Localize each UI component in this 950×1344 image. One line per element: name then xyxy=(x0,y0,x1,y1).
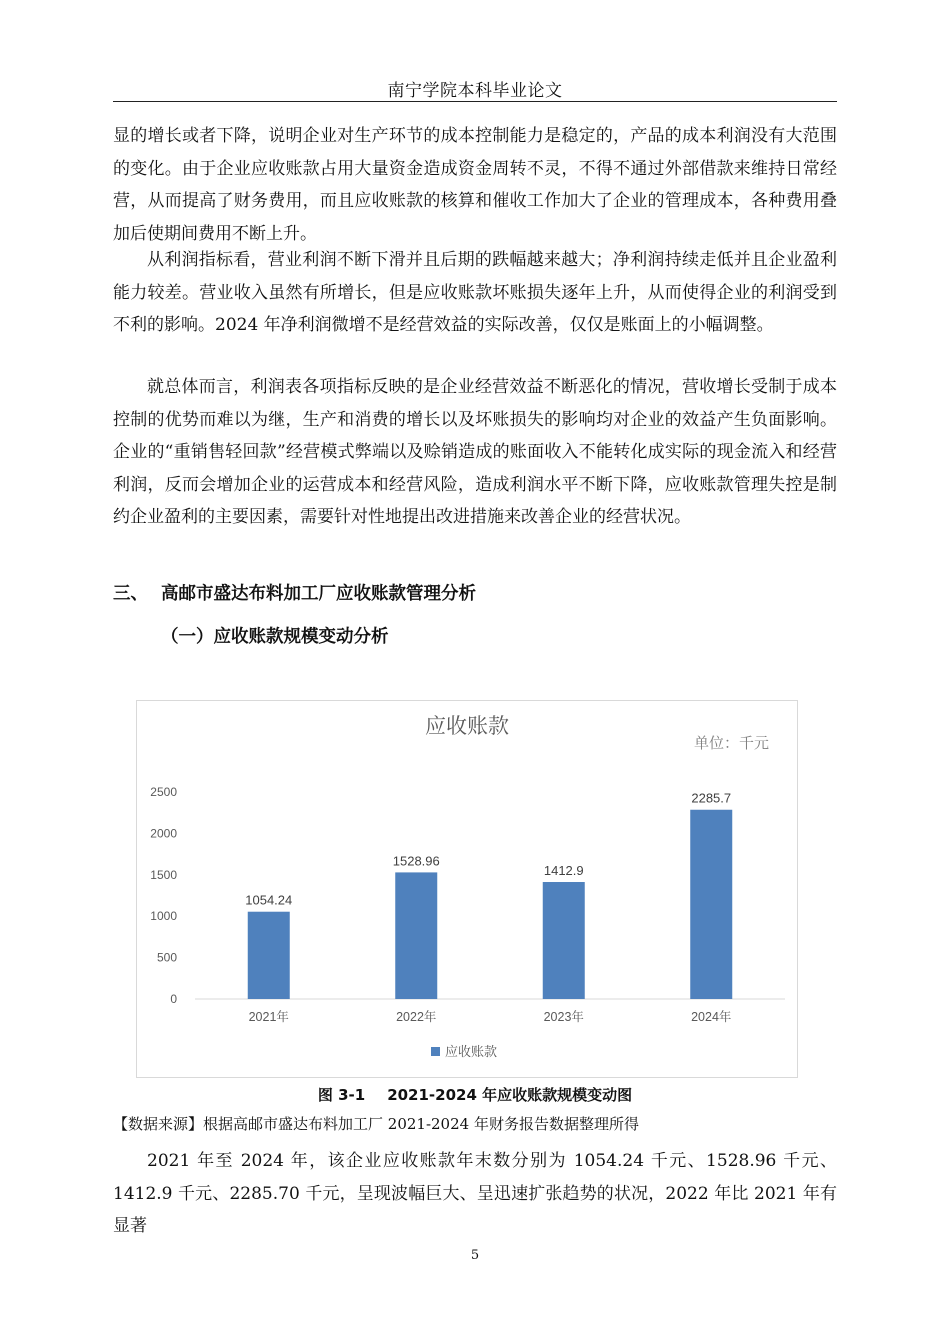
x-tick-label: 2024年 xyxy=(691,1010,732,1024)
y-tick-label: 1000 xyxy=(150,909,177,924)
y-tick-label: 1500 xyxy=(150,867,177,882)
x-tick-label: 2022年 xyxy=(396,1010,437,1024)
section-number: 三、 xyxy=(113,584,148,604)
section-title: 高邮市盛达布料加工厂应收账款管理分析 xyxy=(161,584,476,604)
y-tick-label: 2000 xyxy=(150,826,177,841)
x-tick-label: 2021年 xyxy=(248,1010,289,1024)
source-note: 【数据来源】根据高邮市盛达布料加工厂 2021-2024 年财务报告数据整理所得 xyxy=(113,1115,639,1133)
section-heading xyxy=(113,580,476,605)
page-number: 5 xyxy=(470,1248,480,1263)
y-tick-label: 0 xyxy=(170,992,177,1006)
body-paragraph-3: 就总体而言，利润表各项指标反映的是企业经营效益不断恶化的情况，营收增长受制于成本控制的优势而难以为继，生产和消费的增长以及坏账损失的影响均对企业的效益产生负面影响。企业的“重销售轻回款”经营模式弊端以及赊销造成的账面收入不能转化成实际的现金流入和经营利润，反而会增加企业的运营成本和经营风险，造成利润水平不断下降，应收账款管理失控是制约企业盈利的主要因素，需要针对性地提出改进措施来改善企业的经营状况。 xyxy=(113,377,837,527)
legend-swatch xyxy=(431,1047,440,1056)
bar xyxy=(543,882,585,999)
legend-label: 应收账款 xyxy=(445,1044,498,1059)
data-label: 1528.96 xyxy=(392,853,440,869)
header-rule xyxy=(113,101,837,102)
y-tick-label: 2500 xyxy=(150,785,177,799)
data-label: 1412.9 xyxy=(543,863,584,879)
data-label: 2285.7 xyxy=(691,790,732,806)
data-label: 1054.24 xyxy=(245,892,293,908)
bar xyxy=(690,810,732,999)
figure-caption xyxy=(113,1084,837,1105)
chart-title: 应收账款 xyxy=(425,715,509,738)
bar-chart xyxy=(137,701,797,1077)
page-header: 南宁学院本科毕业论文 xyxy=(387,81,563,101)
bar xyxy=(395,872,437,999)
y-tick-label: 500 xyxy=(156,950,177,965)
body-paragraph-4: 2021 年至 2024 年，该企业应收账款年末数分别为 1054.24 千元、1528.96 千元、1412.9 千元、2285.70 千元，呈现波幅巨大、呈迅速扩张趋势的状况，2022 年比 2021 年有显著 xyxy=(113,1151,837,1236)
figure-title: 2021-2024 年应收账款规模变动图 xyxy=(387,1086,633,1104)
body-paragraph-2: 从利润指标看，营业利润不断下滑并且后期的跌幅越来越大；净利润持续走低并且企业盈利能力较差。营业收入虽然有所增长，但是应收账款坏账损失逐年上升，从而使得企业的利润受到不利的影响。2024 年净利润微增不是经营效益的实际改善，仅仅是账面上的小幅调整。 xyxy=(113,250,837,335)
bar xyxy=(248,912,290,999)
unit-note: 单位：千元 xyxy=(693,735,769,752)
subsection-heading: （一）应收账款规模变动分析 xyxy=(161,627,389,647)
figure-label: 图 3-1 xyxy=(317,1086,366,1104)
chart-figure xyxy=(136,700,798,1078)
body-paragraph-1: 显的增长或者下降，说明企业对生产环节的成本控制能力是稳定的，产品的成本利润没有大范围的变化。由于企业应收账款占用大量资金造成资金周转不灵，不得不通过外部借款来维持日常经营，从而提高了财务费用，而且应收账款的核算和催收工作加大了企业的管理成本，各种费用叠加后使期间费用不断上升。 xyxy=(113,126,837,244)
x-tick-label: 2023年 xyxy=(543,1010,584,1024)
